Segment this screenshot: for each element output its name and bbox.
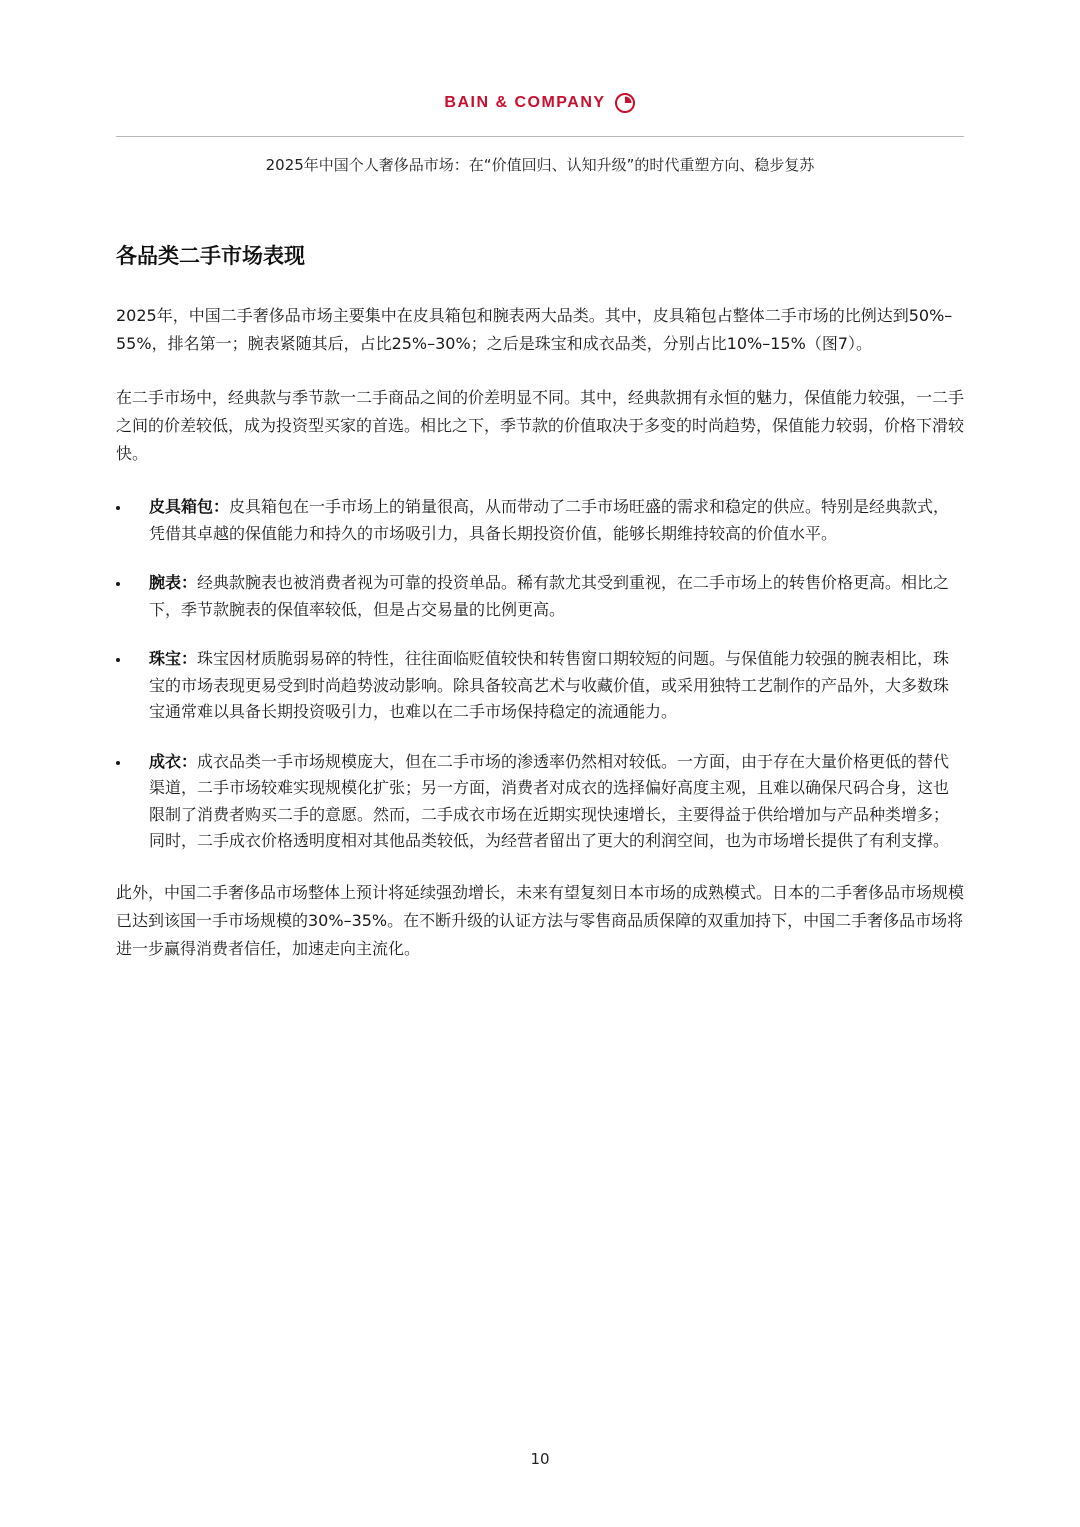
brand-header [0,92,1080,114]
bullet-term: 珠宝： [149,649,198,668]
page-number: 10 [530,1450,550,1468]
body-paragraph: 2025年，中国二手奢侈品市场主要集中在皮具箱包和腕表两大品类。其中，皮具箱包占整体二手市场的比例达到50%–55%，排名第一；腕表紧随其后，占比25%–30%；之后是珠宝和成衣品类，分别占比10%–15%（图7）。 [116,306,953,353]
bullet-icon [116,506,120,510]
bullet-term: 成衣： [149,751,198,771]
bain-circle-logo-icon [614,92,636,114]
bullet-term: 腕表： [149,573,198,592]
section-heading: 各品类二手市场表现 [116,244,305,268]
bullet-item-leather-goods [116,494,964,547]
report-title: 2025年中国个人奢侈品市场：在“价值回归、认知升级”的时代重塑方向、稳步复苏 [265,156,815,174]
body-paragraph: 在二手市场中，经典款与季节款一二手商品之间的价差明显不同。其中，经典款拥有永恒的魅力，保值能力较强，一二手之间的价差较低，成为投资型买家的首选。相比之下，季节款的价值取决于多变的时尚趋势，保值能力较弱，价格下滑较快。 [116,388,965,463]
bullet-item-watches [116,570,964,623]
closing-paragraph: 此外，中国二手奢侈品市场整体上预计将延续强劲增长，未来有望复刻日本市场的成熟模式。日本的二手奢侈品市场规模已达到该国一手市场规模的30%–35%。在不断升级的认证方法与零售商品质保障的双重加持下，中国二手奢侈品市场将进一步赢得消费者信任，加速走向主流化。 [116,882,965,958]
bullet-item-ready-to-wear [116,749,964,855]
header-divider [116,136,964,137]
bullet-text: 经典款腕表也被消费者视为可靠的投资单品。稀有款尤其受到重视，在二手市场上的转售价格更高。相比之下，季节款腕表的保值率较低，但是占交易量的比例更高。 [149,573,950,619]
brand-logo-text: BAIN & COMPANY [444,94,606,111]
bullet-icon [116,582,120,586]
bullet-icon [116,658,120,662]
bullet-term: 皮具箱包： [149,497,230,516]
bullet-icon [116,761,120,765]
category-bullet-list [116,494,964,855]
bullet-text: 皮具箱包在一手市场上的销量很高，从而带动了二手市场旺盛的需求和稳定的供应。特别是经典款式，凭借其卓越的保值能力和持久的市场吸引力，具备长期投资价值，能够长期维持较高的价值水平。 [149,497,950,543]
bullet-item-jewelry [116,646,964,726]
bullet-text: 成衣品类一手市场规模庞大，但在二手市场的渗透率仍然相对较低。一方面，由于存在大量价格更低的替代渠道，二手市场较难实现规模化扩张；另一方面，消费者对成衣的选择偏好高度主观，且难以确保尺码合身，这也限制了消费者购买二手的意愿。然而，二手成衣市场在近期实现快速增长，主要得益于供给增加与产品种类增多；同时，二手成衣价格透明度相对其他品类较低，为经营者留出了更大的利润空间，也为市场增长提供了有利支撑。 [149,751,950,850]
bullet-text: 珠宝因材质脆弱易碎的特性，往往面临贬值较快和转售窗口期较短的问题。与保值能力较强的腕表相比，珠宝的市场表现更易受到时尚趋势波动影响。除具备较高艺术与收藏价值，或采用独特工艺制作的产品外，大多数珠宝通常难以具备长期投资吸引力，也难以在二手市场保持稳定的流通能力。 [149,649,950,721]
main-content [116,240,964,989]
